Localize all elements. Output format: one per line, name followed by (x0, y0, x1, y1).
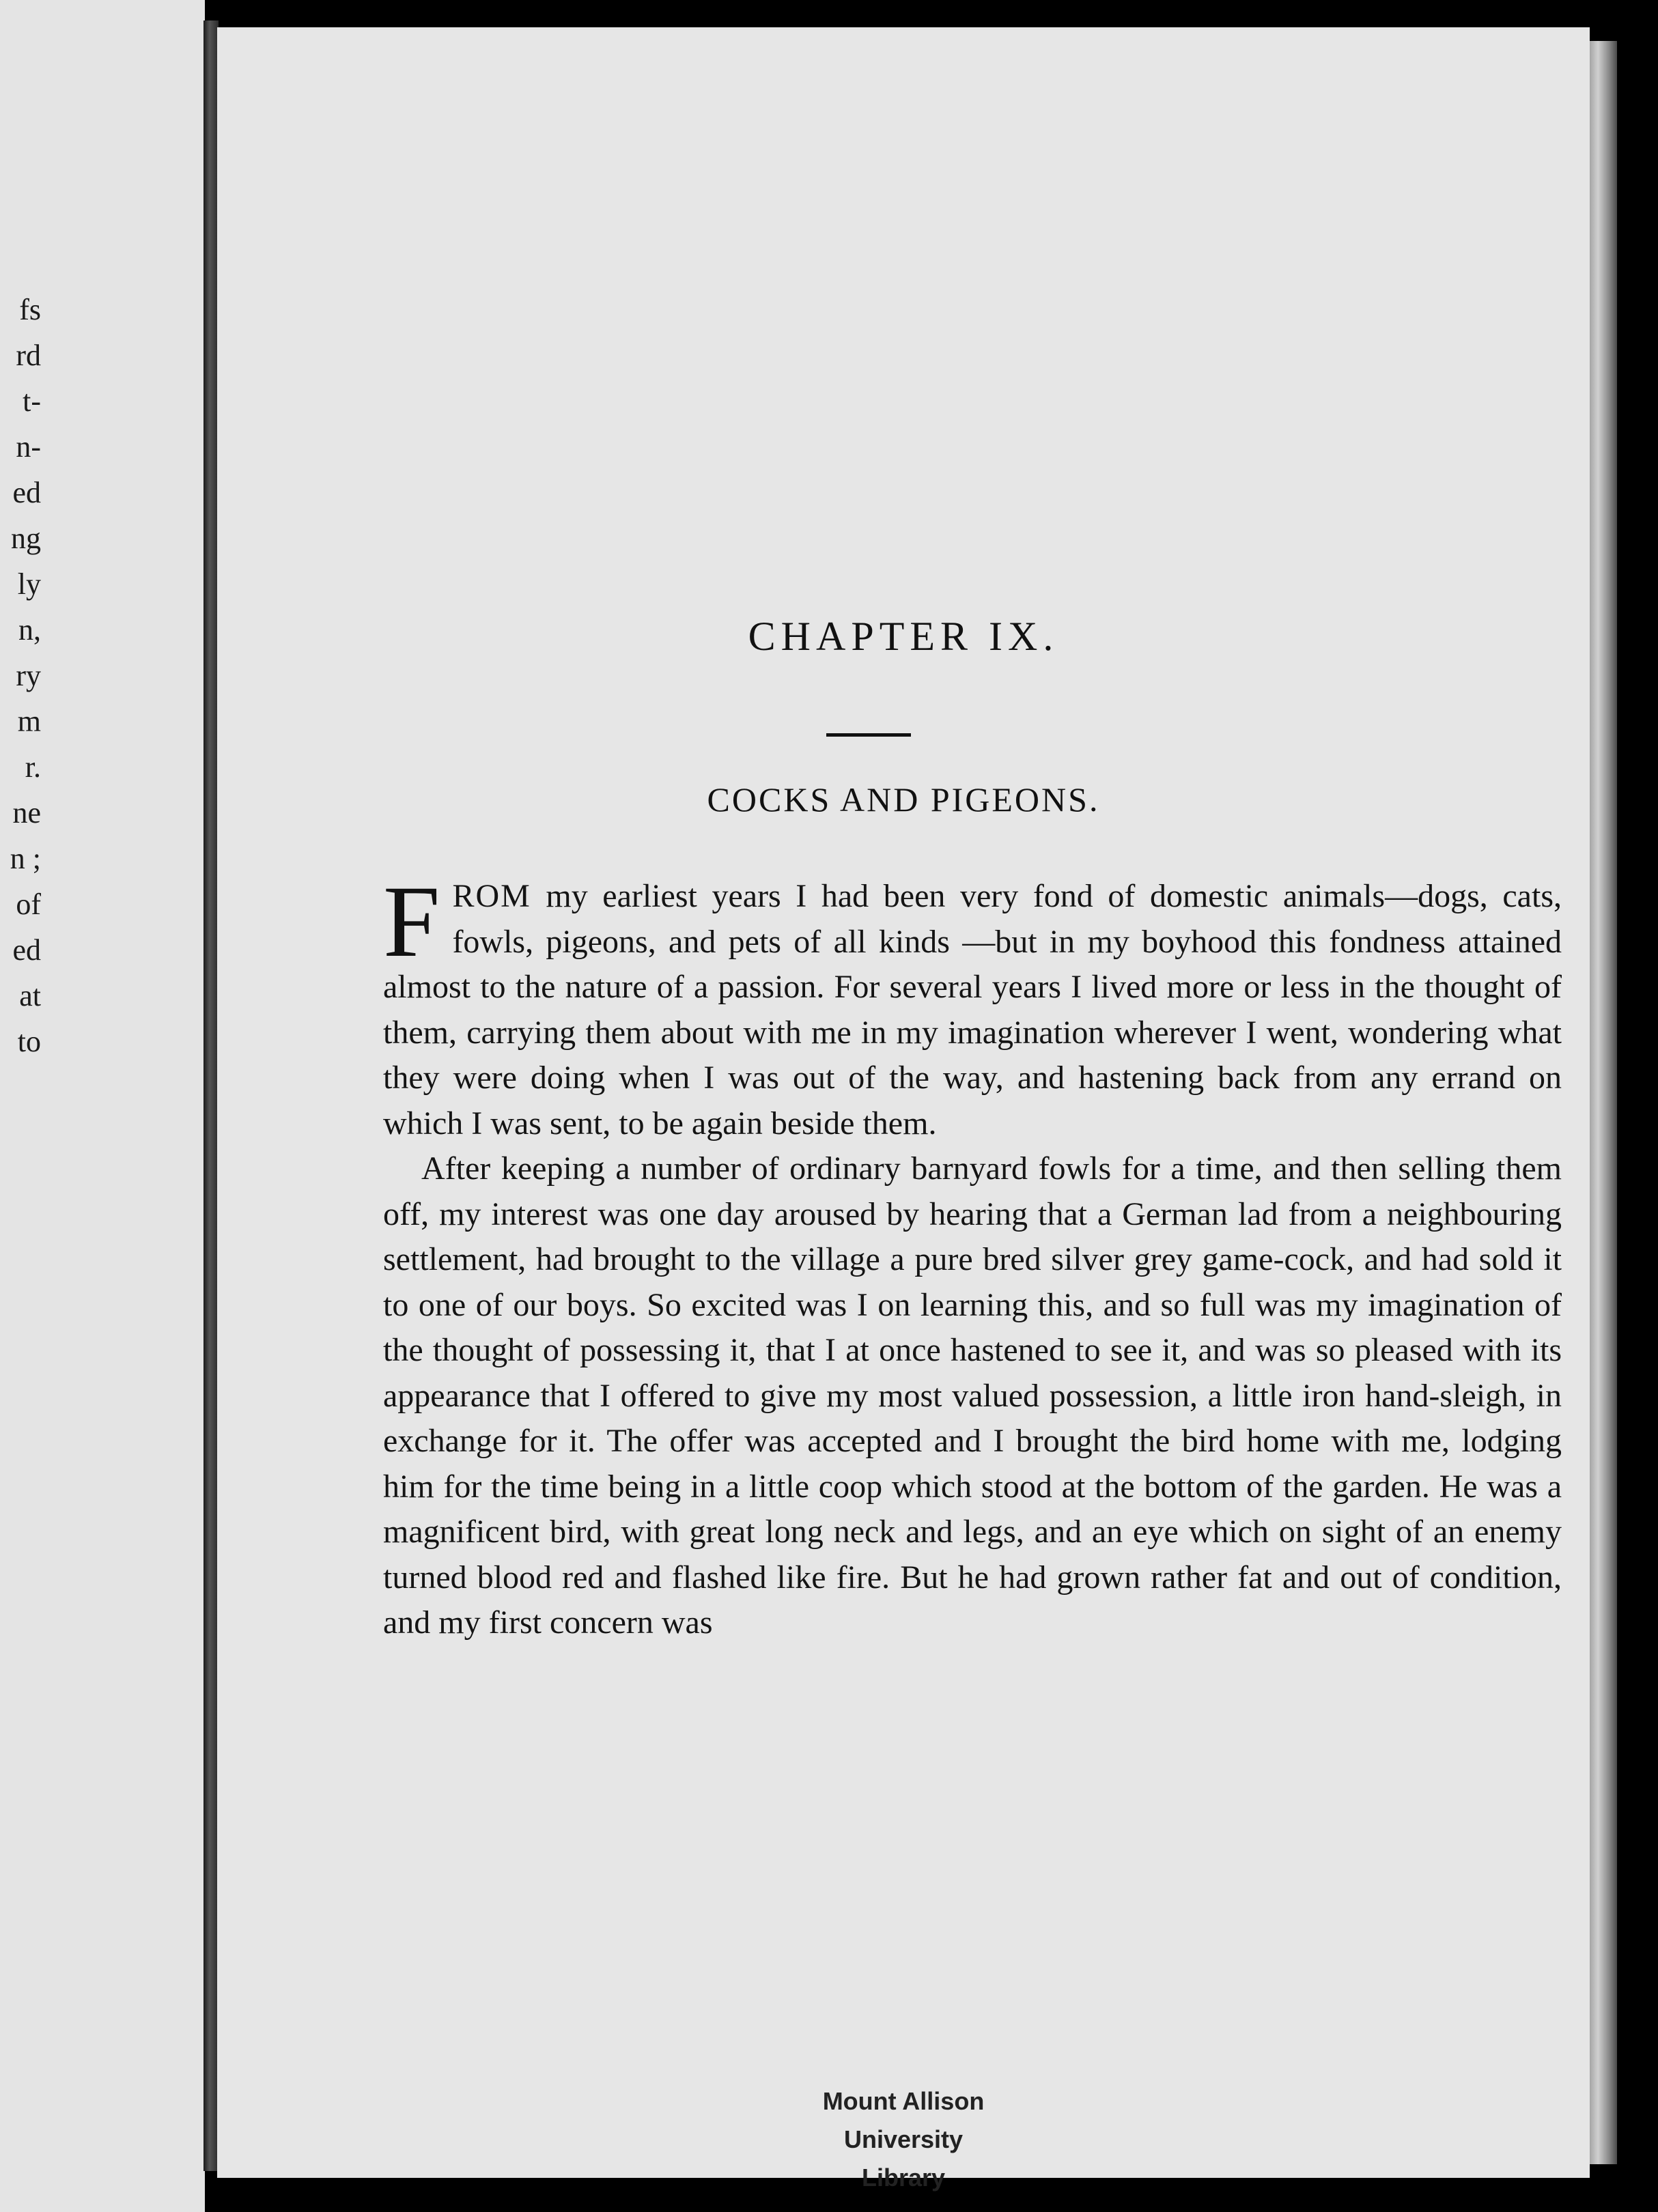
previous-page-line: ne (12, 796, 41, 830)
previous-page-line: t- (23, 384, 41, 418)
previous-page (0, 0, 205, 2212)
lead-in: ROM (452, 878, 531, 914)
previous-page-line: of (16, 888, 41, 921)
chapter-title: COCKS AND PIGEONS. (707, 780, 1100, 819)
page-edges (1590, 41, 1617, 2164)
previous-page-line: ed (12, 933, 41, 967)
previous-page-line: ng (11, 522, 41, 555)
previous-page-text (0, 287, 41, 1064)
paragraph-text: my earliest years I had been very fond of domestic animals—dogs, cats, fowls, pigeons, and pets of all kinds —but in my boyhood this fondness attained almost to the nature of a passion. For several years I lived more or less in the thought of them, carrying them about with me in my imagination wherever I went, wondering what they were doing when I was out of the way, and hastening back from any errand on which I was sent, to be again beside them. (383, 878, 1562, 1142)
book-gutter (203, 20, 219, 2171)
stamp-line: Library (861, 2164, 946, 2192)
previous-page-line: n, (18, 613, 41, 647)
heading-rule (826, 733, 911, 737)
previous-page-line: n- (16, 430, 41, 464)
chapter-body (383, 865, 1562, 1646)
drop-cap: F (383, 865, 440, 978)
previous-page-line: fs (19, 293, 41, 326)
previous-page-line: ed (12, 476, 41, 509)
previous-page-line: at (19, 979, 41, 1012)
library-stamp (217, 2082, 1590, 2197)
paragraph (383, 865, 1562, 1146)
stamp-line: Mount Allison (822, 2087, 985, 2115)
stamp-line: University (843, 2125, 964, 2153)
previous-page-line: rd (16, 339, 41, 372)
previous-page-line: ly (17, 567, 41, 601)
previous-page-line: m (17, 705, 41, 738)
previous-page-line: to (17, 1025, 41, 1058)
previous-page-line: n ; (10, 842, 41, 875)
previous-page-line: ry (16, 659, 41, 692)
book-page (217, 27, 1590, 2192)
paragraph: After keeping a number of ordinary barnyard fowls for a time, and then selling them off, my interest was one day aroused by hearing that a German lad from a neighbouring settlement, had brought to the village a pure bred silver grey game-cock, and had sold it to one of our boys. So excited was I on learning this, and so full was my imagination of the thought of possessing it, that I at once hastened to see it, and was so pleased with its appearance that I offered to give my most valued possession, a little iron hand-sleigh, in exchange for it. The offer was accepted and I brought the bird home with me, lodging him for the time being in a little coop which stood at the bottom of the garden. He was a magnificent bird, with great long neck and legs, and an eye which on sight of an enemy turned blood red and flashed like fire. But he had grown rather fat and out of condition, and my first concern was (383, 1150, 1562, 1641)
chapter-heading: CHAPTER IX. (748, 614, 1059, 659)
previous-page-line: r. (25, 750, 41, 784)
